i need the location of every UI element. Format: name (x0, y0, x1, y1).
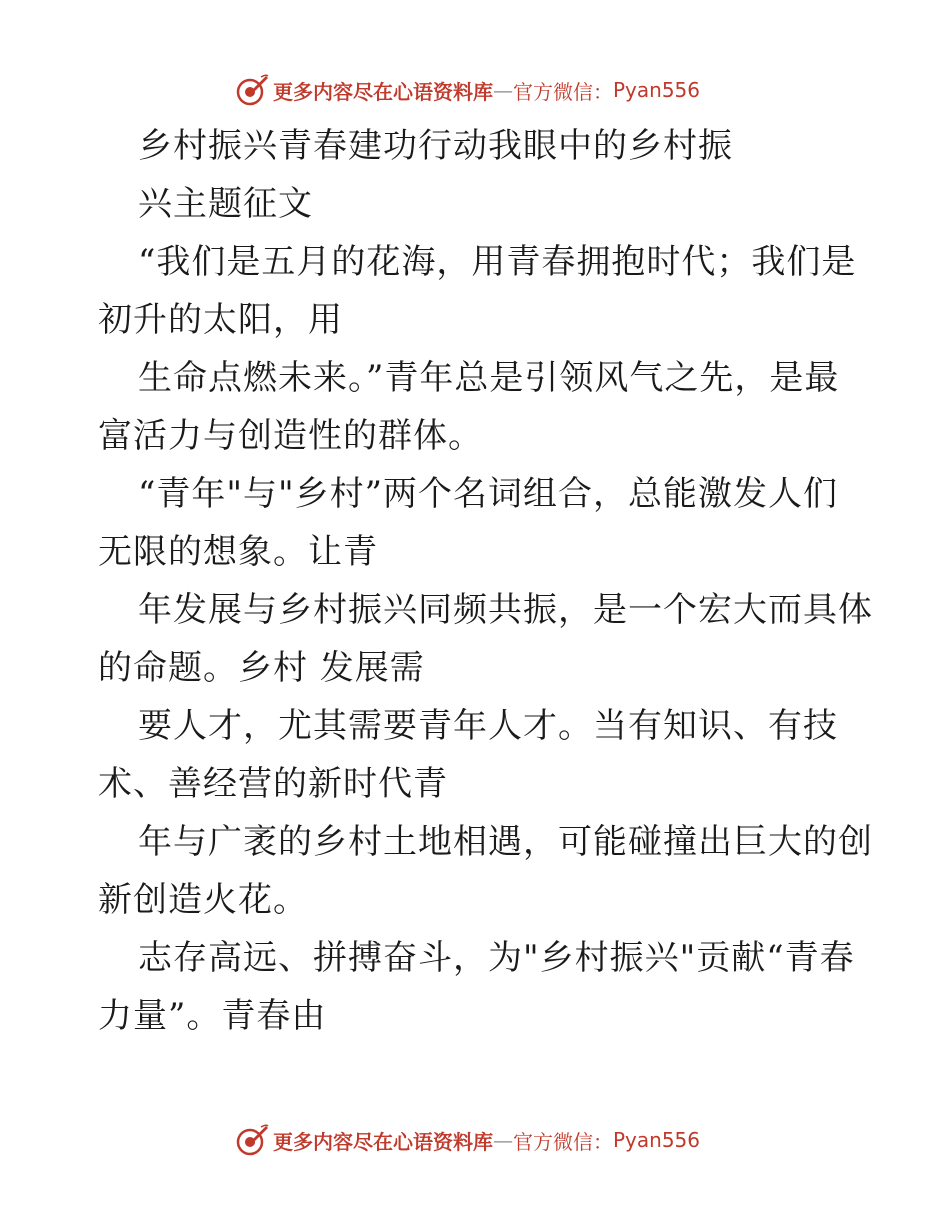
paragraph-line: 富活力与创造性的群体。 (98, 416, 483, 456)
quill-seal-icon (235, 1123, 269, 1157)
footer-watermark (235, 1122, 715, 1158)
watermark-wechat-id: Pyan556 (613, 1128, 701, 1152)
watermark-brand-text: 更多内容尽在心语资料库 (273, 1129, 493, 1154)
watermark-wechat-label: 官方微信： (513, 79, 613, 104)
paragraph-line: 生命点燃未来。”青年总是引领风气之先，是最 (138, 358, 840, 398)
paragraph-line: 年发展与乡村振兴同频共振，是一个宏大而具体 (138, 590, 873, 630)
watermark-dash: — (493, 78, 513, 102)
watermark-brand-text: 更多内容尽在心语资料库 (273, 79, 493, 104)
document-title-line: 乡村振兴青春建功行动我眼中的乡村振 (138, 126, 733, 166)
paragraph-line: 志存高远、拼搏奋斗，为"乡村振兴"贡献“青春 (138, 938, 855, 978)
watermark-wechat-id: Pyan556 (613, 78, 701, 102)
paragraph-line: 初升的太阳，用 (98, 300, 343, 340)
paragraph-line: 要人才，尤其需要青年人才。当有知识、有技 (138, 706, 838, 746)
paragraph-line: 新创造火花。 (98, 880, 308, 920)
paragraph-line: 无限的想象。让青 (98, 532, 378, 572)
document-title-line: 兴主题征文 (138, 184, 313, 224)
paragraph-line: “青年"与"乡村”两个名词组合，总能激发人们 (138, 474, 839, 514)
watermark-wechat-label: 官方微信： (513, 1129, 613, 1154)
paragraph-line: 术、善经营的新时代青 (98, 764, 448, 804)
watermark-dash: — (493, 1128, 513, 1152)
paragraph-line: “我们是五月的花海，用青春拥抱时代；我们是 (138, 242, 857, 282)
paragraph-line: 年与广袤的乡村土地相遇，可能碰撞出巨大的创 (138, 822, 873, 862)
header-watermark (235, 72, 715, 108)
quill-seal-icon (235, 73, 269, 107)
paragraph-line: 力量”。青春由 (98, 996, 327, 1036)
paragraph-line: 的命题。乡村 发展需 (98, 648, 425, 688)
